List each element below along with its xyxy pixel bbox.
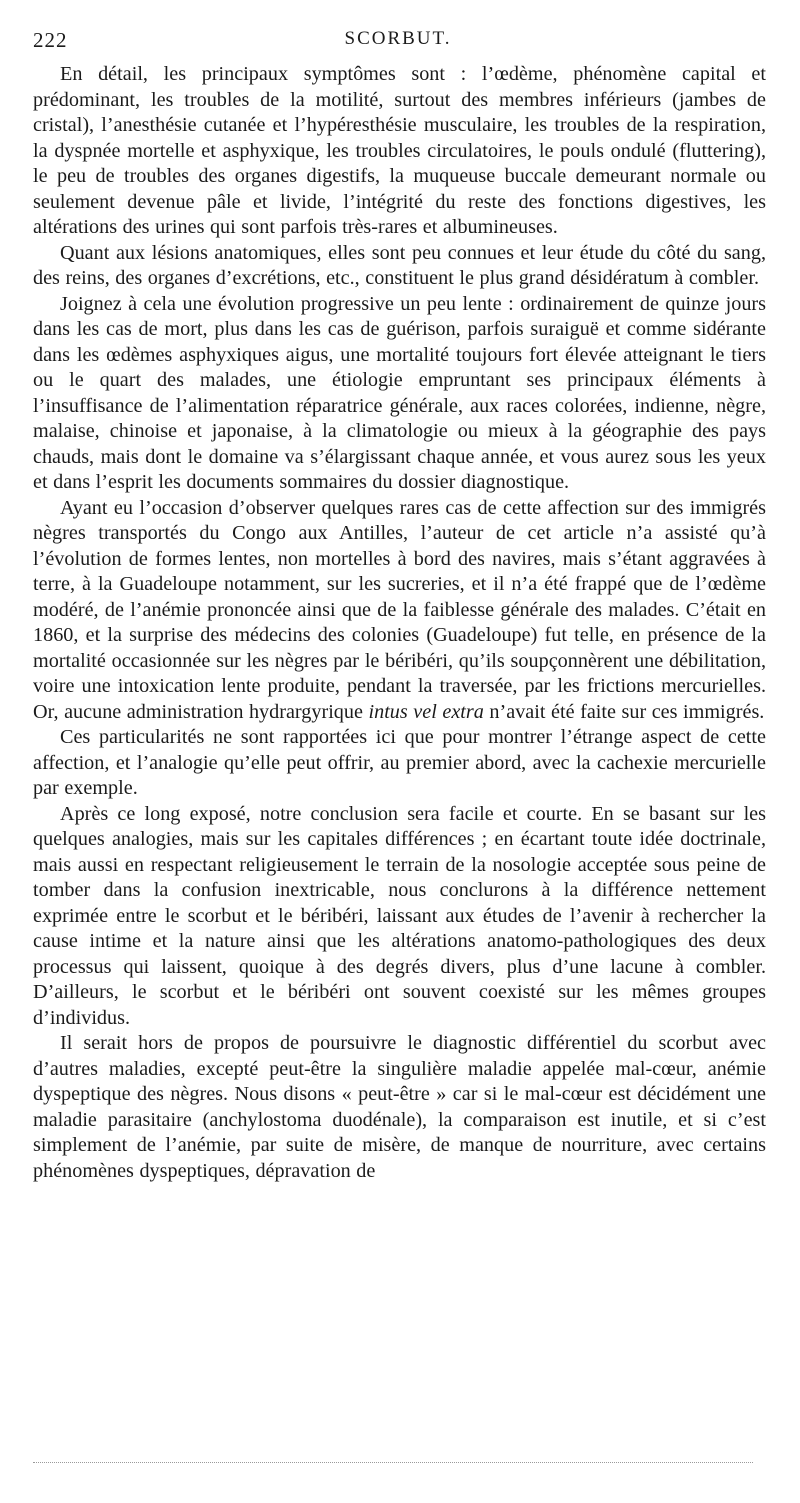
italic-latin-phrase: intus vel extra bbox=[368, 700, 484, 723]
paragraph-evolution: Joignez à cela une évolution progressive un peu lente : ordinairement de quinze jours dans les cas de mort, plus dans les cas de guérison, parfois suraiguë et comme sidérante dans les œdèmes asphyxiques aigus, une mortalité toujours fort élevée atteignant le tiers ou le quart des malades, une étiologie empruntant ses principaux éléments à l’insuffisance de l’alimentation réparatrice générale, aux races colorées, indienne, nègre, malaise, chinoise et japonaise, à la climatologie ou mieux à la géographie des pays chauds, mais dont le domaine va s’élargissant chaque année, et vous aurez sous les yeux et dans l’esprit les documents sommaires du dossier diagnostique. bbox=[33, 292, 766, 493]
paragraph-particularities: Ces particularités ne sont rapportées ici que pour montrer l’étrange aspect de cette affection, et l’analogie qu’elle peut offrir, au premier abord, avec la cachexie mercurielle par exemple. bbox=[33, 726, 766, 799]
paragraph-conclusion: Après ce long exposé, notre conclusion sera facile et courte. En se basant sur les quelques analogies, mais sur les capitales différences ; en écartant toute idée doctrinale, mais aussi en respectant religieusement le terrain de la nosologie acceptée sous peine de tomber dans la confusion inextricable, nous conclurons à la différence nettement exprimée entre le scorbut et le béribéri, laissant aux études de l’avenir à rechercher la cause intime et la nature ainsi que les altérations anatomo-pathologiques des deux processus qui laissent, quoique à des degrés divers, plus d’une lacune à combler. D’ailleurs, le scorbut et le béribéri ont souvent coexisté sur les mêmes groupes d’individus. bbox=[33, 802, 766, 1029]
running-title: SCORBUT. bbox=[344, 28, 452, 49]
body-text bbox=[33, 62, 766, 1184]
paragraph-text: Ayant eu l’occasion d’observer quelques rares cas de cette affection sur des immigrés nègres transportés du Congo aux Antilles, l’auteur de cet article n’a assisté qu’à l’évolution de formes lentes, non mortelles à bord des navires, mais s’étant aggravées à terre, à la Guadeloupe notamment, sur les sucreries, et il n’a été frappé que de l’œdème modéré, de l’anémie prononcée ainsi que de la faiblesse générale des malades. C’était en 1860, et la surprise des médecins des colonies (Guadeloupe) fut telle, en présence de la mortalité occasionnée sur les nègres par le béribéri, qu’ils soupçonnèrent une débilitation, voire une intoxication lente produite, pendant la traversée, par les frictions mercurielles. Or, aucune administration hydrargyrique bbox=[33, 496, 766, 723]
paragraph-text: n’avait été faite sur ces immigrés. bbox=[483, 700, 765, 723]
page-number: 222 bbox=[33, 28, 68, 52]
footer-dotted-rule bbox=[33, 1462, 753, 1463]
paragraph-differential-diagnosis: Il serait hors de propos de poursuivre le diagnostic différentiel du scorbut avec d’autres maladies, excepté peut-être la singulière maladie appelée mal-cœur, anémie dyspeptique des nègres. Nous disons « peut-être » car si le mal-cœur est décidément une maladie parasitaire (anchylostoma duodénale), la comparaison est inutile, et si c’est simplement de l’anémie, par suite de misère, de manque de nourriture, avec certains phénomènes dyspeptiques, dépravation de bbox=[33, 1032, 766, 1182]
paragraph-symptoms: En détail, les principaux symptômes sont : l’œdème, phénomène capital et prédominant, les troubles de la motilité, surtout des membres inférieurs (jambes de cristal), l’anesthésie cutanée et l’hypéresthésie musculaire, les troubles de la respiration, la dyspnée mortelle et asphyxique, les troubles circulatoires, le pouls ondulé (fluttering), le peu de troubles des organes digestifs, la muqueuse buccale demeurant normale ou seulement devenue pâle et livide, l’intégrité du reste des fonctions digestives, les altérations des urines qui sont parfois très-rares et albumineuses. bbox=[33, 63, 766, 238]
paragraph-anatomical-lesions: Quant aux lésions anatomiques, elles sont peu connues et leur étude du côté du sang, des reins, des organes d’excrétions, etc., constituent le plus grand désidératum à combler. bbox=[33, 241, 766, 289]
paragraph-observation-antilles bbox=[33, 496, 766, 726]
page-header bbox=[33, 28, 763, 58]
